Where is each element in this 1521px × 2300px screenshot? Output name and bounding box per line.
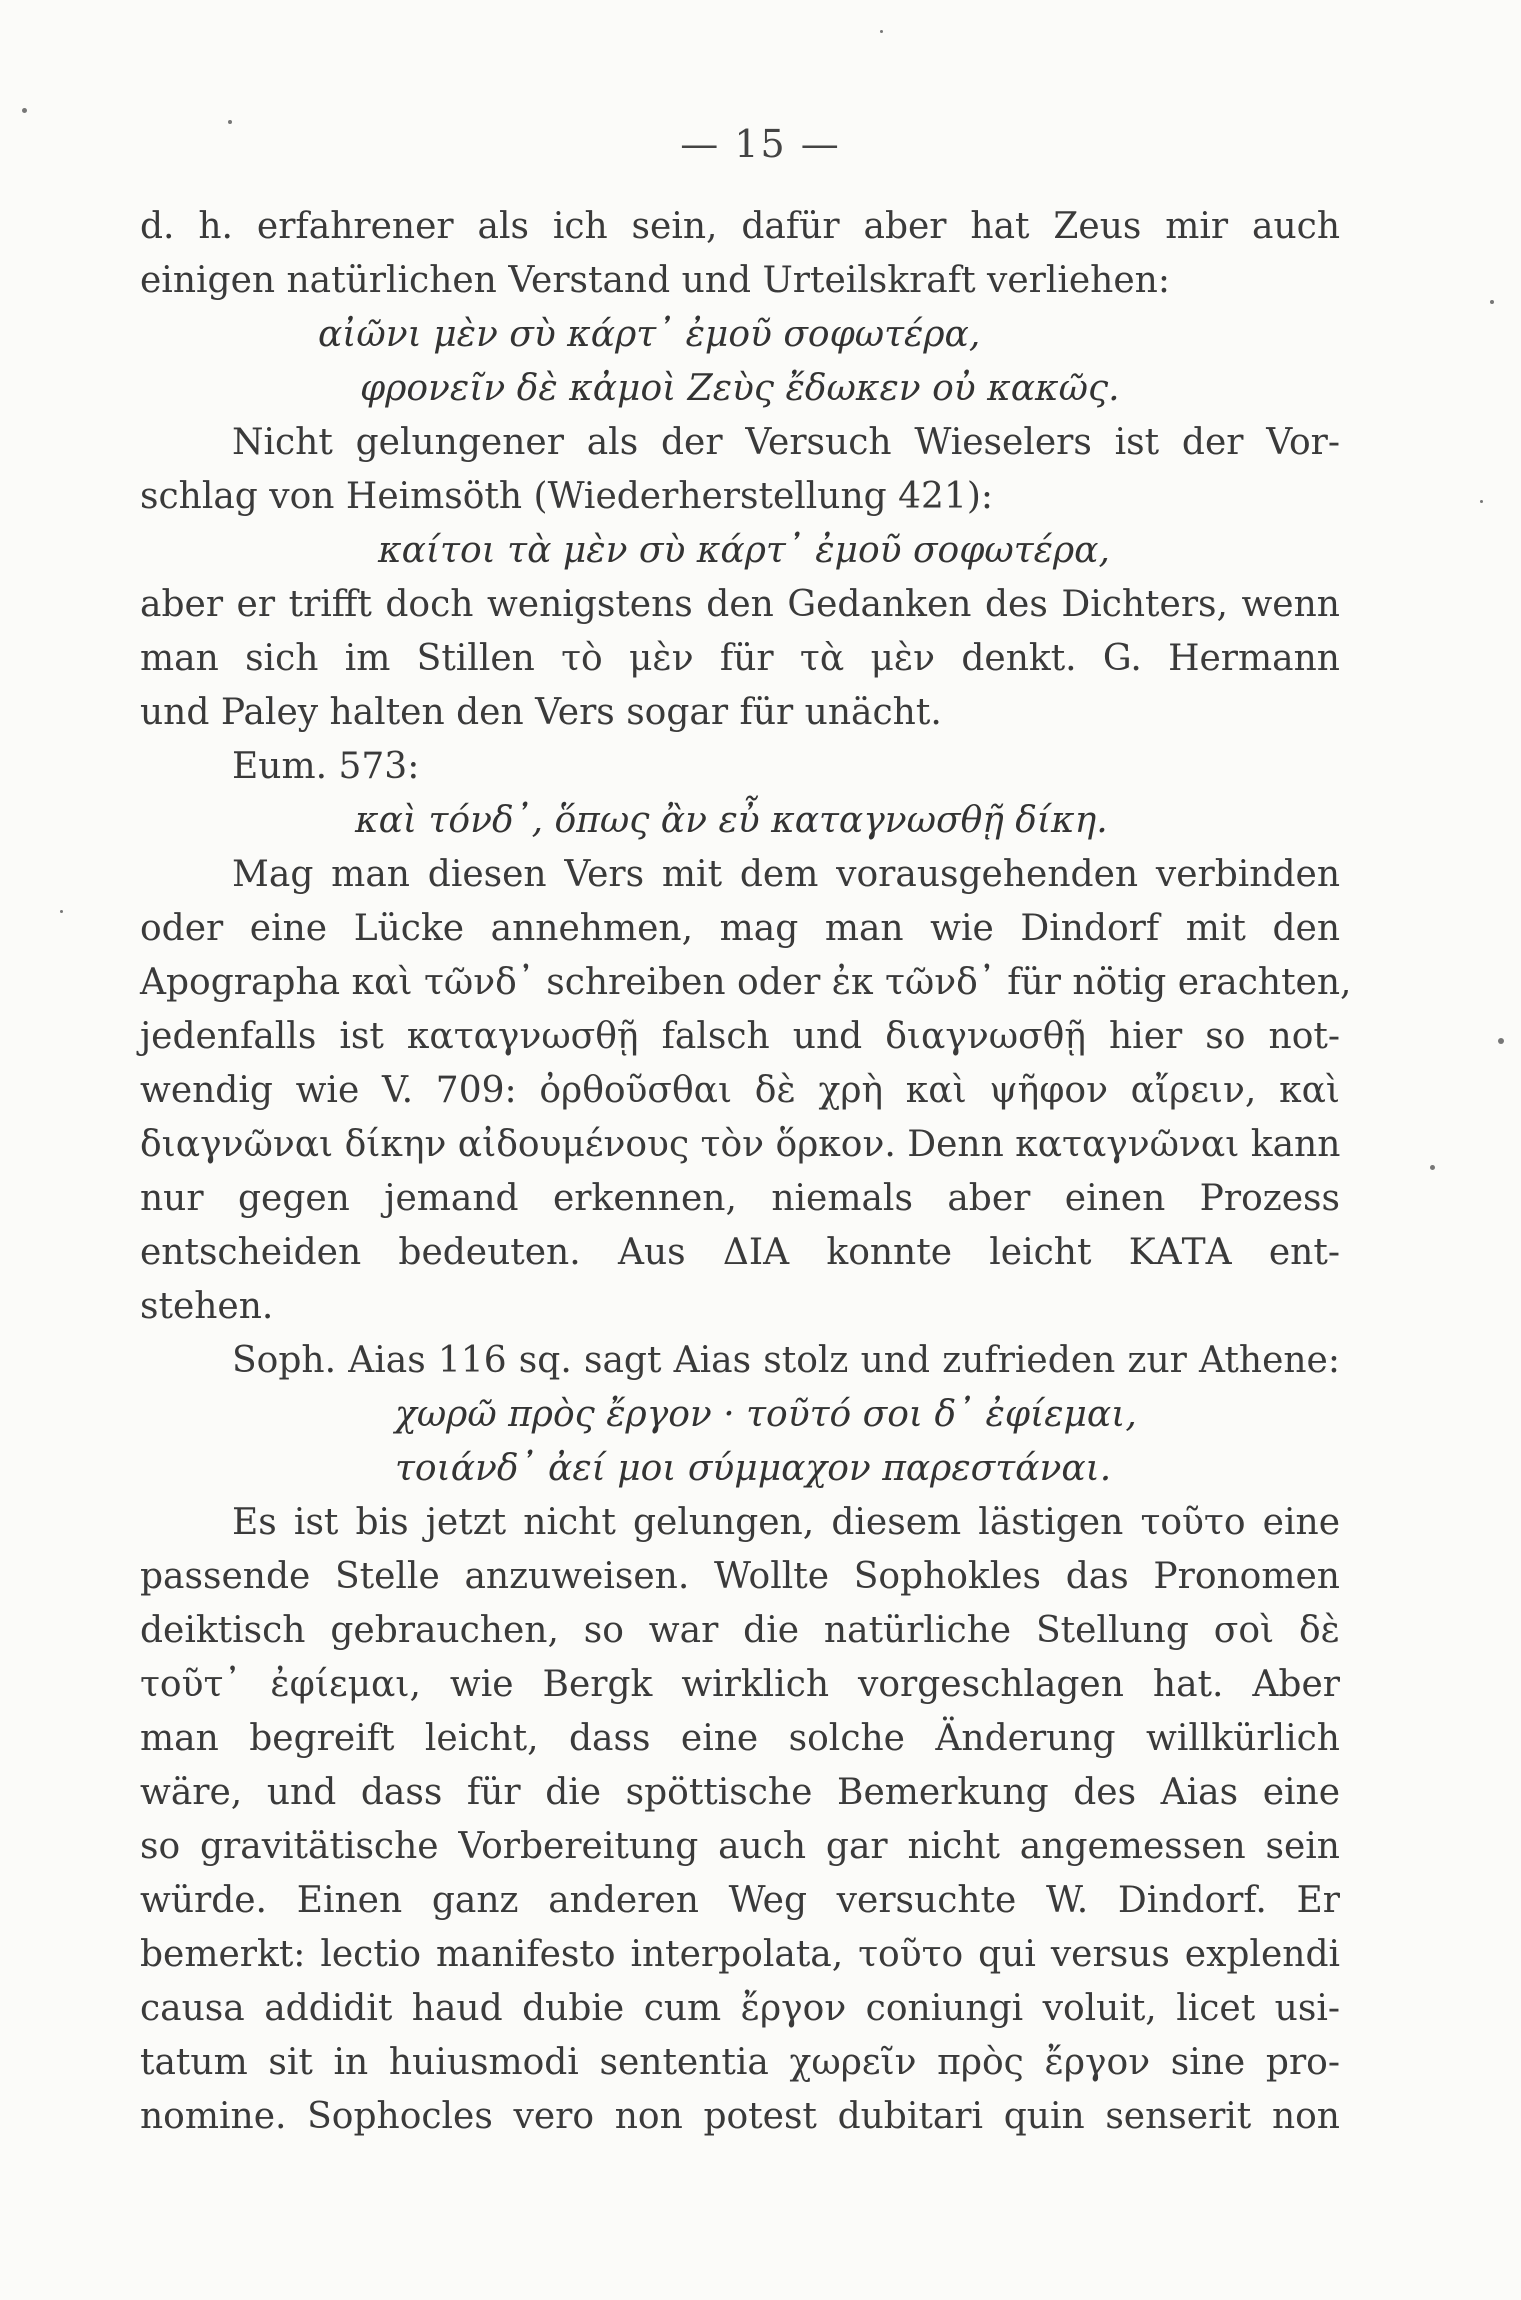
text-line: tatum sit in huiusmodi sententia χωρεῖν πρὸς ἔργον sine pro- — [140, 2042, 1340, 2083]
text-line: τοῦτ᾽ ἐφίεμαι, wie Bergk wirklich vorgeschlagen hat. Aber — [140, 1664, 1340, 1705]
text-line: deiktisch gebrauchen, so war die natürliche Stellung σοὶ δὲ — [140, 1610, 1340, 1651]
text-line: διαγνῶναι δίκην αἰδουμένους τὸν ὅρκον. Denn καταγνῶναι kann — [140, 1124, 1341, 1165]
scan-speck — [22, 108, 27, 113]
section-reference: Eum. 573: — [232, 746, 420, 787]
scan-speck — [1498, 1038, 1504, 1044]
text-line: nur gegen jemand erkennen, niemals aber einen Prozess — [140, 1178, 1340, 1219]
scan-speck — [228, 120, 232, 124]
greek-quote-line: φρονεῖν δὲ κἀμοὶ Ζεὺς ἔδωκεν οὐ κακῶς. — [360, 368, 1120, 409]
text-line: Mag man diesen Vers mit dem vorausgehenden verbinden — [232, 854, 1340, 895]
scan-speck — [1490, 300, 1494, 304]
text-line: Nicht gelungener als der Versuch Wieselers ist der Vor- — [232, 422, 1340, 463]
text-line: man begreift leicht, dass eine solche Änderung willkürlich — [140, 1718, 1340, 1759]
section-reference: Soph. Aias 116 sq. sagt Aias stolz und zufrieden zur Athene: — [232, 1340, 1340, 1381]
text-line: causa addidit haud dubie cum ἔργον coniungi voluit, licet usi- — [140, 1988, 1340, 2029]
scan-speck — [60, 910, 63, 913]
text-line: Es ist bis jetzt nicht gelungen, diesem lästigen τοῦτο eine — [232, 1502, 1340, 1543]
greek-quote-line: καίτοι τὰ μὲν σὺ κάρτ᾽ ἐμοῦ σοφωτέρα, — [378, 530, 1110, 571]
text-line: stehen. — [140, 1286, 274, 1327]
text-line: Apographa καὶ τῶνδ᾽ schreiben oder ἐκ τῶνδ᾽ für nötig erachten, — [140, 962, 1352, 1003]
text-line: oder eine Lücke annehmen, mag man wie Dindorf mit den — [140, 908, 1340, 949]
greek-quote-line: τοιάνδ᾽ ἀεί μοι σύμμαχον παρεστάναι. — [395, 1448, 1112, 1489]
page-number: — 15 — — [680, 122, 841, 166]
text-line: entscheiden bedeuten. Aus ΔΙΑ konnte leicht ΚΑΤΑ ent- — [140, 1232, 1340, 1273]
text-line: würde. Einen ganz anderen Weg versuchte W. Dindorf. Er — [140, 1880, 1340, 1921]
text-line: schlag von Heimsöth (Wiederherstellung 421): — [140, 476, 994, 517]
text-line: bemerkt: lectio manifesto interpolata, τοῦτο qui versus explendi — [140, 1934, 1340, 1975]
text-line: wendig wie V. 709: ὀρθοῦσθαι δὲ χρὴ καὶ ψῆφον αἴρειν, καὶ — [140, 1070, 1340, 1111]
text-line: nomine. Sophocles vero non potest dubitari quin senserit non — [140, 2096, 1340, 2137]
scan-speck — [1430, 1165, 1435, 1170]
text-line: einigen natürlichen Verstand und Urteilskraft verliehen: — [140, 260, 1170, 301]
text-line: wäre, und dass für die spöttische Bemerkung des Aias eine — [140, 1772, 1340, 1813]
greek-quote-line: καὶ τόνδ᾽, ὅπως ἂν εὖ καταγνωσθῇ δίκη. — [355, 800, 1108, 841]
text-line: so gravitätische Vorbereitung auch gar nicht angemessen sein — [140, 1826, 1340, 1867]
text-line: jedenfalls ist καταγνωσθῇ falsch und διαγνωσθῇ hier so not- — [140, 1016, 1340, 1057]
text-line: und Paley halten den Vers sogar für unächt. — [140, 692, 942, 733]
greek-quote-line: αἰῶνι μὲν σὺ κάρτ᾽ ἐμοῦ σοφωτέρα, — [318, 314, 981, 355]
scan-speck — [880, 30, 883, 33]
greek-quote-line: χωρῶ πρὸς ἔργον · τοῦτό σοι δ᾽ ἐφίεμαι, — [395, 1394, 1137, 1435]
text-line: d. h. erfahrener als ich sein, dafür aber hat Zeus mir auch — [140, 206, 1340, 247]
text-line: man sich im Stillen τὸ μὲν für τὰ μὲν denkt. G. Hermann — [140, 638, 1340, 679]
scan-speck — [1480, 500, 1483, 503]
text-line: passende Stelle anzuweisen. Wollte Sophokles das Pronomen — [140, 1556, 1340, 1597]
text-line: aber er trifft doch wenigstens den Gedanken des Dichters, wenn — [140, 584, 1340, 625]
